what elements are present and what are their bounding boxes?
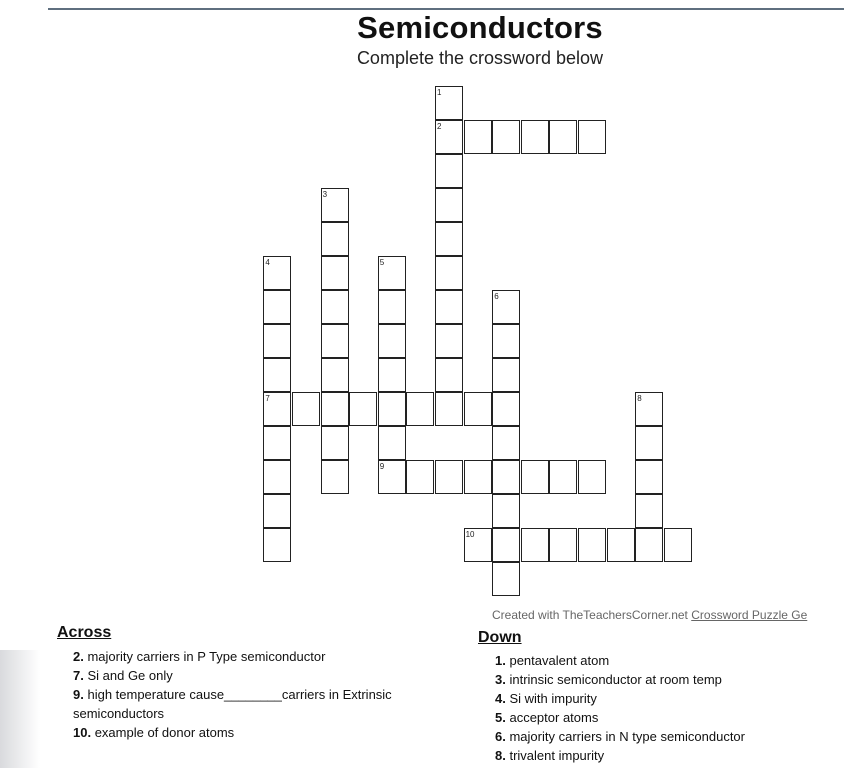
- down-clue-list: [495, 651, 745, 765]
- down-heading: Down: [478, 629, 522, 646]
- clue-number-9: 9: [379, 462, 385, 471]
- grid-cell[interactable]: [635, 494, 663, 528]
- grid-cell[interactable]: [464, 460, 492, 494]
- grid-cell[interactable]: [378, 290, 406, 324]
- grid-cell[interactable]: [378, 324, 406, 358]
- clue-number-6: 6: [494, 292, 499, 301]
- page-title: Semiconductors: [357, 10, 603, 45]
- grid-cell[interactable]: [492, 324, 520, 358]
- grid-cell[interactable]: [492, 426, 520, 460]
- down-clue-1: 1. pentavalent atom: [495, 653, 610, 668]
- grid-cell[interactable]: [263, 324, 291, 358]
- grid-cell[interactable]: [492, 358, 520, 392]
- clue-number-8: 8: [637, 394, 642, 403]
- grid-cell[interactable]: [321, 460, 349, 494]
- credit-line: [492, 608, 807, 622]
- grid-cell[interactable]: [435, 358, 463, 392]
- grid-cell[interactable]: [435, 324, 463, 358]
- edge-shadow: [0, 650, 40, 768]
- grid-cell[interactable]: [464, 120, 492, 154]
- grid-cell[interactable]: [321, 290, 349, 324]
- page-subtitle: Complete the crossword below: [356, 48, 604, 68]
- clue-number-1: 1: [437, 88, 442, 97]
- grid-cell[interactable]: [492, 494, 520, 528]
- grid-cell[interactable]: [492, 528, 520, 562]
- grid-cell[interactable]: [378, 392, 406, 426]
- grid-cell[interactable]: [492, 460, 520, 494]
- grid-cell[interactable]: [263, 426, 291, 460]
- across-clue-7: 7. Si and Ge only: [73, 668, 173, 683]
- grid-cell[interactable]: [578, 460, 606, 494]
- grid-cell[interactable]: [406, 392, 434, 426]
- across-clue-2: 2. majority carriers in P Type semiconductor: [73, 649, 326, 664]
- grid-cell[interactable]: [435, 188, 463, 222]
- grid-cell[interactable]: [263, 358, 291, 392]
- grid-cell[interactable]: [406, 460, 434, 494]
- grid-cell[interactable]: [664, 528, 692, 562]
- down-clue-8: 8. trivalent impurity: [495, 748, 605, 763]
- grid-cell[interactable]: [321, 358, 349, 392]
- across-clue-9: 9. high temperature cause________carriers in Extrinsic: [73, 687, 392, 702]
- grid-cell[interactable]: [635, 528, 663, 562]
- credit-link[interactable]: Crossword Puzzle Ge: [691, 608, 808, 622]
- grid-cell[interactable]: [435, 222, 463, 256]
- grid-cell[interactable]: [378, 358, 406, 392]
- down-clue-4: 4. Si with impurity: [495, 691, 597, 706]
- grid-cell[interactable]: [435, 460, 463, 494]
- down-clue-5: 5. acceptor atoms: [495, 710, 599, 725]
- grid-cell[interactable]: [635, 426, 663, 460]
- across-clue-10: 10. example of donor atoms: [73, 725, 235, 740]
- grid-cell[interactable]: [349, 392, 377, 426]
- grid-cell[interactable]: [321, 222, 349, 256]
- grid-cell[interactable]: [263, 290, 291, 324]
- across-heading: Across: [57, 624, 112, 641]
- grid-cell[interactable]: [521, 460, 549, 494]
- grid-cell[interactable]: [464, 392, 492, 426]
- grid-cell[interactable]: [263, 494, 291, 528]
- grid-cell[interactable]: [578, 528, 606, 562]
- grid-cell[interactable]: [492, 562, 520, 596]
- grid-cell[interactable]: [321, 392, 349, 426]
- across-clue-9-cont: semiconductors: [73, 706, 165, 721]
- grid-cell[interactable]: [321, 256, 349, 290]
- grid-cell[interactable]: [635, 460, 663, 494]
- grid-cell[interactable]: [549, 528, 577, 562]
- clue-number-7: 7: [265, 394, 270, 403]
- clue-number-3: 3: [322, 190, 328, 199]
- down-clue-3: 3. intrinsic semiconductor at room temp: [495, 672, 722, 687]
- grid-cell[interactable]: [521, 120, 549, 154]
- clue-number-2: 2: [437, 122, 442, 131]
- grid-cell[interactable]: [521, 528, 549, 562]
- down-clue-6: 6. majority carriers in N type semiconductor: [495, 729, 745, 744]
- grid-cell[interactable]: [492, 120, 520, 154]
- grid-cell[interactable]: [263, 460, 291, 494]
- grid-cell[interactable]: [378, 426, 406, 460]
- grid-cell[interactable]: [292, 392, 320, 426]
- clue-number-5: 5: [379, 258, 385, 267]
- grid-cell[interactable]: [435, 290, 463, 324]
- grid-cell[interactable]: [549, 460, 577, 494]
- grid-cell[interactable]: [549, 120, 577, 154]
- grid-cell[interactable]: [435, 154, 463, 188]
- grid-cell[interactable]: [321, 426, 349, 460]
- grid-cell[interactable]: [321, 324, 349, 358]
- clue-number-10: 10: [465, 530, 475, 539]
- grid-cell[interactable]: [263, 528, 291, 562]
- grid-cell[interactable]: [607, 528, 635, 562]
- grid-cell[interactable]: [435, 256, 463, 290]
- clue-number-4: 4: [265, 258, 270, 267]
- across-clue-list: [73, 647, 392, 742]
- grid-cell[interactable]: [435, 392, 463, 426]
- credit-text: Created with TheTeachersCorner.net: [492, 608, 688, 622]
- grid-cell[interactable]: [578, 120, 606, 154]
- grid-cell[interactable]: [492, 392, 520, 426]
